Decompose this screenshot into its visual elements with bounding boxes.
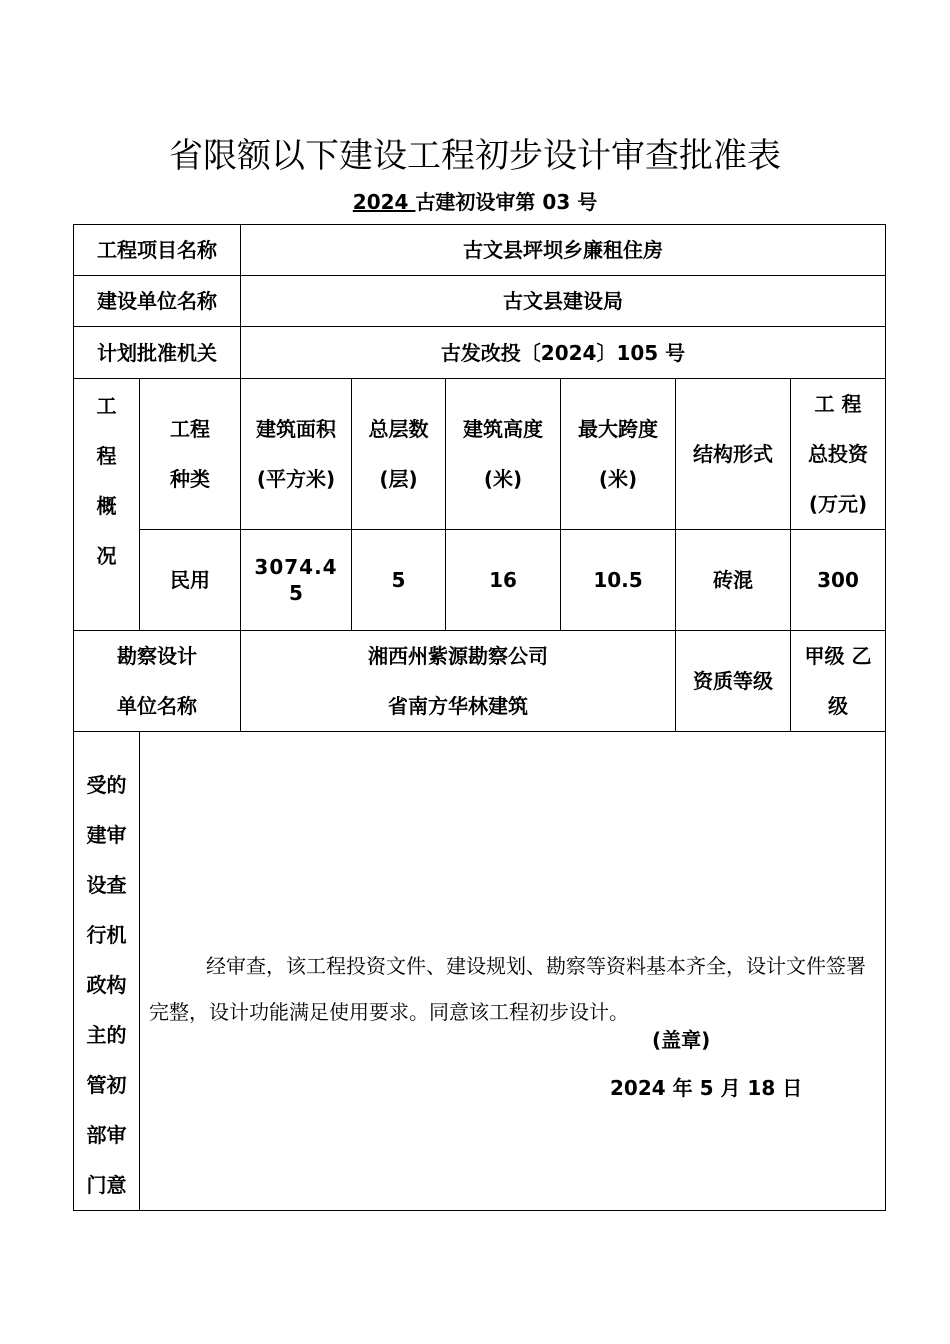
- seal-label: (盖章): [652, 1028, 711, 1052]
- form-title: 省限额以下建设工程初步设计审查批准表: [169, 136, 781, 176]
- value-type: 民用: [140, 530, 241, 631]
- review-label-line: 建审: [86, 823, 127, 847]
- builder-value: 古文县建设局: [241, 276, 886, 327]
- document-number: [0, 186, 950, 215]
- header-type-line: 种类: [170, 467, 210, 491]
- approval-authority-label: 计划批准机关: [74, 327, 241, 379]
- review-label-line: 设查: [86, 873, 127, 897]
- overview-char: 工: [96, 394, 117, 418]
- overview-char: 程: [96, 444, 117, 468]
- design-unit-name: 湘西州紫源勘察公司: [368, 644, 548, 668]
- document-number-year: 2024: [352, 190, 416, 214]
- header-height: [446, 379, 561, 530]
- value-structure: 砖混: [676, 530, 791, 631]
- value-area-line: 5: [289, 581, 303, 605]
- value-area-line: 3074.4: [254, 555, 338, 579]
- header-span-line: 最大跨度: [578, 417, 658, 441]
- design-unit-label: [74, 631, 241, 732]
- document-number-text: 古建初设审第 03 号: [415, 190, 598, 214]
- value-area: [241, 530, 352, 631]
- approval-form-table: [73, 224, 886, 1211]
- value-investment: 300: [791, 530, 886, 631]
- approval-authority-value: 古发改投〔2024〕105 号: [241, 327, 886, 379]
- design-unit-label-line: 勘察设计: [117, 644, 197, 668]
- review-label-line: 主的: [86, 1023, 127, 1047]
- value-floors: 5: [352, 530, 446, 631]
- review-label-line: 门意: [86, 1173, 127, 1197]
- header-investment: [791, 379, 886, 530]
- header-area-line: (平方米): [256, 467, 336, 491]
- header-investment-line: 工 程: [814, 392, 862, 416]
- header-structure: 结构形式: [676, 379, 791, 530]
- value-span: 10.5: [561, 530, 676, 631]
- overview-char: 概: [96, 494, 117, 518]
- design-unit-name: 省南方华林建筑: [388, 694, 528, 718]
- value-height: 16: [446, 530, 561, 631]
- design-unit-names: [241, 631, 676, 732]
- header-investment-line: (万元): [808, 492, 868, 516]
- header-floors-line: 总层数: [368, 417, 429, 441]
- header-height-line: 建筑高度: [463, 417, 543, 441]
- review-opinion-cell: [140, 732, 886, 1211]
- header-floors-line: (层): [379, 467, 418, 491]
- overview-char: 况: [96, 544, 117, 568]
- review-label-line: 行机: [86, 923, 127, 947]
- qualification-value-line: 甲级 乙: [804, 644, 872, 668]
- review-authority-label: [74, 732, 140, 1211]
- project-name-value: 古文县坪坝乡廉租住房: [241, 225, 886, 276]
- header-investment-line: 总投资: [808, 442, 868, 466]
- header-area: [241, 379, 352, 530]
- header-type: [140, 379, 241, 530]
- header-height-line: (米): [483, 467, 523, 491]
- review-label-line: 管初: [86, 1073, 127, 1097]
- header-type-line: 工程: [170, 417, 210, 441]
- approval-date: 2024 年 5 月 18 日: [610, 1076, 803, 1100]
- builder-label: 建设单位名称: [74, 276, 241, 327]
- header-span: [561, 379, 676, 530]
- review-label-line: 政构: [86, 973, 127, 997]
- overview-label: [74, 379, 140, 631]
- qualification-value: [791, 631, 886, 732]
- project-name-label: 工程项目名称: [74, 225, 241, 276]
- design-unit-label-line: 单位名称: [117, 694, 197, 718]
- review-label-line: 受的: [86, 773, 127, 797]
- header-floors: [352, 379, 446, 530]
- qualification-label: 资质等级: [676, 631, 791, 732]
- header-area-line: 建筑面积: [256, 417, 336, 441]
- review-opinion-text: 经审查，该工程投资文件、建设规划、勘察等资料基本齐全，设计文件签署完整，设计功能满足使用要求。同意该工程初步设计。: [149, 954, 866, 1024]
- header-span-line: (米): [598, 467, 638, 491]
- review-label-line: 部审: [86, 1123, 127, 1147]
- qualification-value-line: 级: [828, 694, 848, 718]
